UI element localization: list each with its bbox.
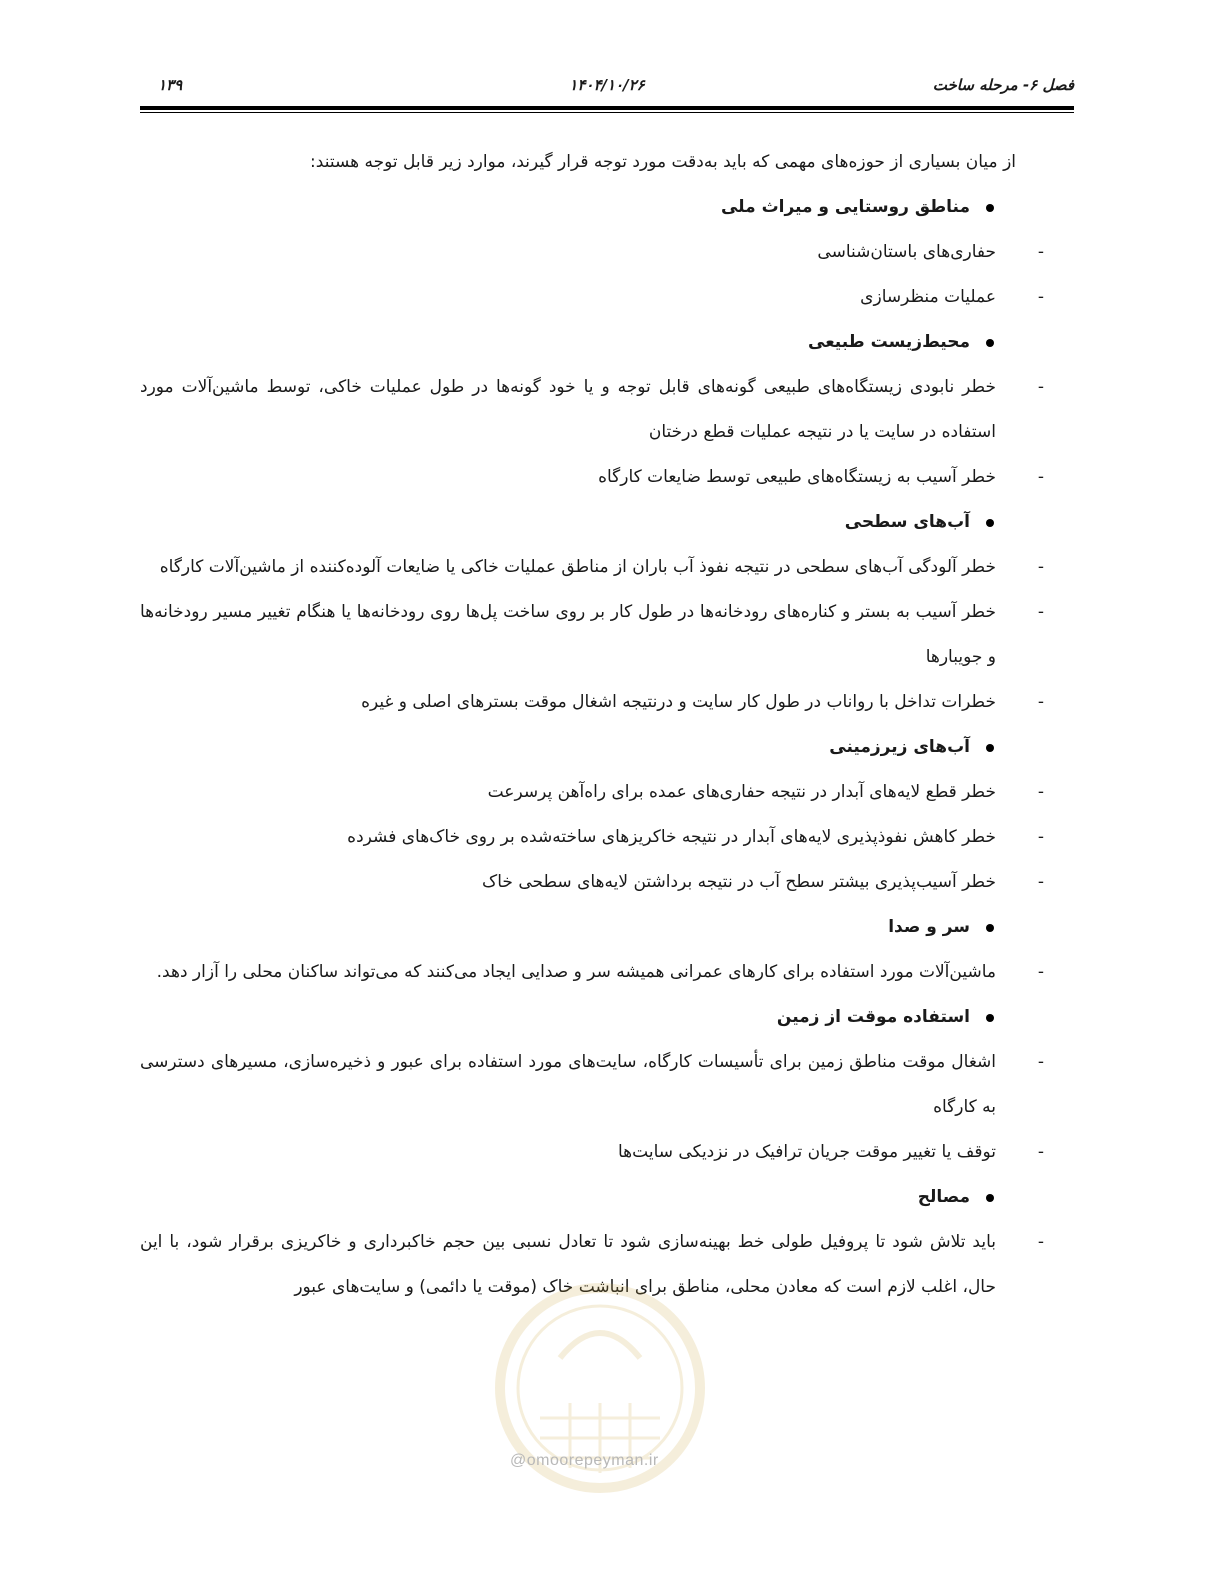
- list-item-text: ماشین‌آلات مورد استفاده برای کارهای عمرانی همیشه سر و صدایی ایجاد می‌کنند که می‌تواند ساکنان محلی را آزار دهد.: [156, 962, 996, 982]
- page-number: ۱۳۹: [158, 76, 183, 94]
- document-body: [140, 140, 1044, 1310]
- list-item: [140, 860, 1044, 905]
- watermark-url: @omoorepeyman.ir: [510, 1452, 659, 1469]
- list-item-text: خطر آسیب به زیستگاه‌های طبیعی توسط ضایعات کارگاه: [598, 467, 996, 487]
- dash-marker: -: [1037, 242, 1044, 262]
- section-title: مناطق روستایی و میراث ملی: [720, 197, 970, 217]
- dash-marker: -: [1037, 1142, 1044, 1162]
- bullet-icon: [986, 1194, 994, 1202]
- list-item: [140, 545, 1044, 590]
- bullet-icon: [986, 1014, 994, 1022]
- dash-marker: -: [1037, 782, 1044, 802]
- list-item-text: اشغال موقت مناطق زمین برای تأسیسات کارگاه، سایت‌های مورد استفاده برای عبور و ذخیره‌سازی، مسیرهای دسترسی به کارگاه: [140, 1052, 996, 1117]
- section-heading: [140, 725, 1016, 770]
- section-heading: [140, 320, 1016, 365]
- list-item-text: توقف یا تغییر موقت جریان ترافیک در نزدیکی سایت‌ها: [618, 1142, 996, 1162]
- list-item: [140, 1040, 1044, 1130]
- dash-marker: -: [1037, 557, 1044, 577]
- section-heading: [140, 1175, 1016, 1220]
- header-date: ۱۴۰۴/۱۰/۲۶: [569, 76, 645, 94]
- list-item-text: خطر کاهش نفوذپذیری لایه‌های آبدار در نتیجه خاکریزهای ساخته‌شده بر روی خاک‌های فشرده: [347, 827, 996, 847]
- chapter-title: فصل ۶- مرحله ساخت: [932, 76, 1074, 94]
- section-title: سر و صدا: [888, 917, 970, 937]
- dash-marker: -: [1037, 602, 1044, 622]
- section-heading: [140, 185, 1016, 230]
- list-item: [140, 365, 1044, 455]
- dash-marker: -: [1037, 287, 1044, 307]
- dash-marker: -: [1037, 872, 1044, 892]
- list-item-text: حفاری‌های باستان‌شناسی: [817, 242, 996, 262]
- list-item: [140, 770, 1044, 815]
- dash-marker: -: [1037, 1232, 1044, 1252]
- list-item: [140, 1130, 1044, 1175]
- list-item: [140, 680, 1044, 725]
- intro-paragraph: از میان بسیاری از حوزه‌های مهمی که باید به‌دقت مورد توجه قرار گیرند، موارد زیر قابل توجه هستند:: [310, 152, 1016, 172]
- list-item-text: خطر نابودی زیستگاه‌های طبیعی گونه‌های قابل توجه و یا خود گونه‌ها در طول عملیات خاکی، توسط ماشین‌آلات مورد استفاده در سایت یا در نتیجه عملیات قطع درختان: [140, 377, 996, 442]
- header-rule-thin: [140, 112, 1074, 113]
- list-item-text: خطر آسیب به بستر و کناره‌های رودخانه‌ها در طول کار بر روی ساخت پل‌ها روی رودخانه‌ها یا هنگام تغییر مسیر رودخانه‌ها و جویبارها: [140, 602, 996, 667]
- dash-marker: -: [1037, 1052, 1044, 1072]
- bullet-icon: [986, 744, 994, 752]
- section-list: [140, 185, 1044, 1310]
- section-heading: [140, 500, 1016, 545]
- list-item: [140, 230, 1044, 275]
- list-item: [140, 815, 1044, 860]
- bullet-icon: [986, 204, 994, 212]
- section-title: آب‌های زیرزمینی: [829, 737, 970, 757]
- list-item: [140, 275, 1044, 320]
- dash-marker: -: [1037, 692, 1044, 712]
- list-item-text: خطرات تداخل با رواناب در طول کار سایت و درنتیجه اشغال موقت بسترهای اصلی و غیره: [361, 692, 996, 712]
- bullet-icon: [986, 519, 994, 527]
- list-item: [140, 1220, 1044, 1310]
- list-item-text: عملیات منظرسازی: [860, 287, 996, 307]
- dash-marker: -: [1037, 377, 1044, 397]
- list-item-text: خطر آلودگی آب‌های سطحی در نتیجه نفوذ آب باران از مناطق عملیات خاکی یا ضایعات آلوده‌کننده از ماشین‌آلات کارگاه: [159, 557, 996, 577]
- section-title: استفاده موقت از زمین: [776, 1007, 970, 1027]
- page-header: [140, 70, 1074, 100]
- bullet-icon: [986, 924, 994, 932]
- header-rule-thick: [140, 106, 1074, 110]
- section-title: مصالح: [917, 1187, 970, 1207]
- list-item-text: خطر قطع لایه‌های آبدار در نتیجه حفاری‌های عمده برای راه‌آهن پرسرعت: [487, 782, 996, 802]
- section-heading: [140, 995, 1016, 1040]
- list-item: [140, 455, 1044, 500]
- dash-marker: -: [1037, 827, 1044, 847]
- list-item-text: باید تلاش شود تا پروفیل طولی خط بهینه‌سازی شود تا تعادل نسبی بین حجم خاکبرداری و خاکریزی برقرار شود، با این حال، اغلب لازم است که معادن محلی، مناطق برای انباشت خاک (موقت یا دائمی) و سایت‌های عبور: [140, 1232, 996, 1297]
- bullet-icon: [986, 339, 994, 347]
- list-item-text: خطر آسیب‌پذیری بیشتر سطح آب در نتیجه برداشتن لایه‌های سطحی خاک: [482, 872, 996, 892]
- list-item: [140, 950, 1044, 995]
- dash-marker: -: [1037, 962, 1044, 982]
- dash-marker: -: [1037, 467, 1044, 487]
- section-title: آب‌های سطحی: [844, 512, 970, 532]
- section-title: محیط‌زیست طبیعی: [808, 332, 970, 352]
- section-heading: [140, 905, 1016, 950]
- list-item: [140, 590, 1044, 680]
